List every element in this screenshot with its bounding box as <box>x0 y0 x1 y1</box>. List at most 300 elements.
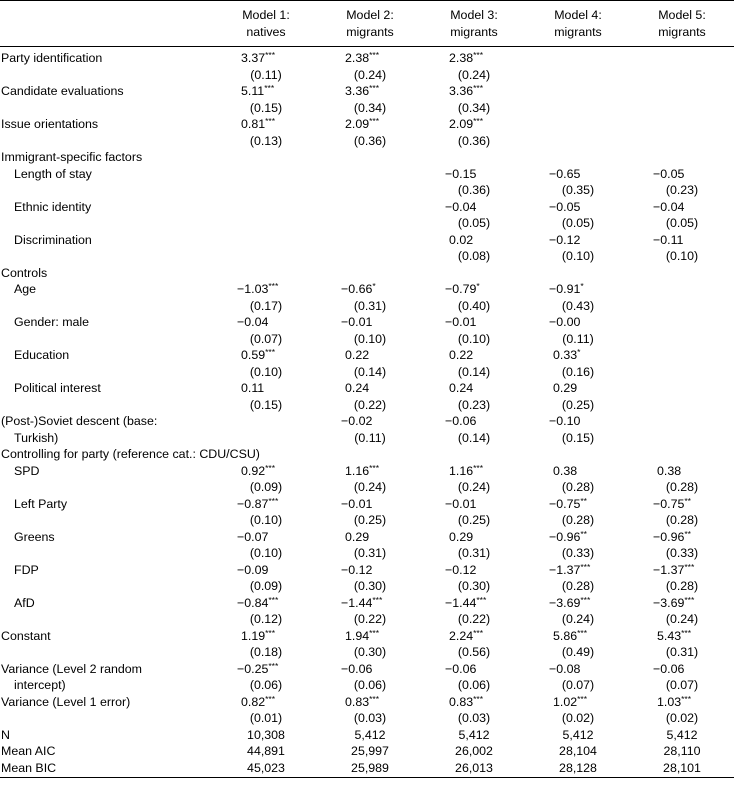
coefficient-value: −0.87 <box>237 496 269 511</box>
coefficient-cell <box>526 232 630 249</box>
standard-error-cell: (0.10) <box>561 249 595 263</box>
coefficient-cell <box>526 463 630 480</box>
standard-error-cell <box>318 248 422 265</box>
standard-error-cell: (0.28) <box>561 513 595 527</box>
coefficient-value: 2.38 <box>449 51 474 65</box>
standard-error-cell <box>214 248 318 265</box>
coefficient-cell <box>214 347 318 364</box>
coefficient-value: −0.04 <box>237 315 269 329</box>
significance-stars: *** <box>265 462 276 473</box>
coefficient-cell <box>214 83 318 100</box>
coefficient-value: 0.22 <box>449 348 474 362</box>
coefficient-cell <box>630 166 734 183</box>
table-row <box>0 347 734 364</box>
coefficient-cell <box>422 166 526 183</box>
coefficient-cell <box>214 661 318 678</box>
significance-stars: *** <box>684 594 695 605</box>
coefficient-cell <box>630 661 734 678</box>
significance-stars: *** <box>473 627 484 638</box>
coefficient-cell <box>526 380 630 397</box>
coefficient-value: −0.15 <box>445 166 477 181</box>
coefficient-cell <box>214 232 318 249</box>
coefficient-value: 1.03 <box>657 694 682 709</box>
table-row <box>0 397 734 414</box>
coefficient-value: 0.02 <box>449 232 474 247</box>
coefficient-cell <box>318 232 422 249</box>
significance-stars: *** <box>681 693 692 704</box>
standard-error-cell: (0.11) <box>354 430 386 445</box>
coefficient-value: 1.16 <box>449 463 474 478</box>
coefficient-cell <box>422 413 526 430</box>
standard-error-cell: (0.30) <box>353 645 387 659</box>
standard-error-cell <box>214 182 318 199</box>
standard-error-cell: (0.24) <box>457 480 491 494</box>
coefficient-value: −0.06 <box>653 661 685 676</box>
row-label <box>0 611 214 628</box>
header-row <box>0 1 734 47</box>
coefficient-value: 5.43 <box>657 628 682 643</box>
coefficient-cell <box>318 314 422 331</box>
row-label <box>0 397 214 414</box>
coefficient-value: −0.96 <box>549 529 581 544</box>
row-label: Variance (Level 2 random <box>1 661 142 676</box>
significance-stars: *** <box>476 594 487 605</box>
coefficient-value: 0.11 <box>241 381 265 395</box>
row-label: Education <box>14 348 70 362</box>
row-label <box>0 133 214 150</box>
coefficient-cell <box>526 166 630 183</box>
coefficient-value: 3.36 <box>345 84 370 98</box>
significance-stars: *** <box>580 561 591 572</box>
coefficient-value: 0.83 <box>345 694 370 709</box>
significance-stars: *** <box>268 495 279 506</box>
coefficient-value: 3.36 <box>449 84 474 98</box>
standard-error-cell: (0.15) <box>249 397 283 412</box>
coefficient-value: −0.01 <box>341 496 373 511</box>
significance-stars: ** <box>580 528 587 539</box>
table-row <box>0 166 734 183</box>
coefficient-cell <box>422 694 526 711</box>
row-label: Variance (Level 1 error) <box>1 694 131 709</box>
table-row <box>0 149 734 166</box>
coefficient-cell <box>526 199 630 216</box>
coefficient-cell <box>630 314 734 331</box>
row-label: Political interest <box>14 381 101 395</box>
row-label <box>0 545 214 562</box>
coefficient-value: 5.86 <box>553 628 578 643</box>
coefficient-value: 1.94 <box>345 628 370 643</box>
standard-error-cell: (0.17) <box>249 298 283 313</box>
coefficient-cell <box>318 281 422 298</box>
coefficient-value: −0.06 <box>445 661 477 676</box>
significance-stars: *** <box>268 594 279 605</box>
coefficient-cell <box>318 661 422 678</box>
standard-error-cell: (0.10) <box>249 513 283 527</box>
row-label <box>0 100 214 117</box>
standard-error-cell: 26,013 <box>422 760 526 778</box>
coefficient-cell <box>526 661 630 678</box>
table-row <box>0 595 734 612</box>
coefficient-value: −1.44 <box>341 595 373 610</box>
table-row <box>0 182 734 199</box>
standard-error-cell: (0.28) <box>561 480 595 494</box>
row-label <box>0 298 214 315</box>
row-label: SPD <box>14 463 40 478</box>
coefficient-value: −0.91 <box>549 282 581 296</box>
coefficient-value: 0.38 <box>657 463 682 478</box>
model-3-header: Model 3: migrants <box>422 1 526 47</box>
coefficient-cell <box>214 199 318 216</box>
coefficient-cell <box>630 694 734 711</box>
row-label: Turkish) <box>14 430 59 445</box>
significance-stars: ** <box>684 495 691 506</box>
significance-stars: *** <box>369 627 380 638</box>
row-label <box>0 578 214 595</box>
standard-error-cell: (0.09) <box>249 579 283 593</box>
standard-error-cell: (0.31) <box>353 298 387 313</box>
coefficient-cell <box>318 413 422 430</box>
coefficient-cell <box>318 529 422 546</box>
coefficient-cell <box>422 628 526 645</box>
standard-error-cell: (0.22) <box>457 612 491 626</box>
coefficient-value: −1.44 <box>445 595 477 610</box>
coefficient-cell <box>318 694 422 711</box>
standard-error-cell: (0.23) <box>457 397 491 412</box>
table-row <box>0 512 734 529</box>
standard-error-cell <box>526 67 630 84</box>
row-label <box>0 67 214 84</box>
standard-error-cell: (0.12) <box>249 612 283 626</box>
standard-error-cell: (0.40) <box>457 298 491 313</box>
coefficient-value: 0.29 <box>449 529 474 544</box>
row-label: intercept) <box>14 678 66 692</box>
coefficient-cell <box>214 595 318 612</box>
row-label: Candidate evaluations <box>1 84 124 98</box>
coefficient-value: 2.09 <box>345 117 370 131</box>
significance-stars: *** <box>473 116 484 126</box>
standard-error-cell: (0.14) <box>353 364 387 379</box>
row-label: (Post-)Soviet descent (base: <box>1 414 158 428</box>
standard-error-cell: 25,989 <box>318 760 422 778</box>
coefficient-cell <box>630 380 734 397</box>
row-label: AfD <box>14 595 35 610</box>
coefficient-cell <box>630 595 734 612</box>
standard-error-cell: (0.34) <box>353 100 387 115</box>
coefficient-value: −0.10 <box>549 414 581 428</box>
table-row <box>0 248 734 265</box>
table-row <box>0 760 734 778</box>
standard-error-cell: (0.24) <box>665 612 699 626</box>
coefficient-value: 0.38 <box>553 463 578 478</box>
coefficient-value: −0.79 <box>445 282 477 296</box>
coefficient-value: −0.12 <box>341 562 373 577</box>
coefficient-value: 1.16 <box>345 463 370 478</box>
standard-error-cell: (0.31) <box>457 546 491 560</box>
standard-error-cell: (0.56) <box>457 645 491 659</box>
coefficient-value: 2.09 <box>449 117 474 131</box>
standard-error-cell: (0.43) <box>561 298 595 313</box>
coefficient-cell <box>214 281 318 298</box>
coefficient-cell <box>630 199 734 216</box>
standard-error-cell: (0.36) <box>457 183 491 197</box>
standard-error-cell: (0.11) <box>250 67 282 82</box>
table-row <box>0 47 734 67</box>
coefficient-value: −0.06 <box>445 414 477 428</box>
coefficient-value: 0.81 <box>241 117 266 131</box>
coefficient-value: −0.12 <box>549 232 581 247</box>
row-label: Age <box>14 282 37 296</box>
coefficient-cell <box>214 628 318 645</box>
table-row <box>0 100 734 117</box>
coefficient-cell <box>526 347 630 364</box>
coefficient-cell <box>214 413 318 430</box>
header-label <box>0 1 214 47</box>
coefficient-cell <box>422 496 526 513</box>
standard-error-cell: 5,412 <box>354 727 386 742</box>
coefficient-value: 2.38 <box>345 51 370 65</box>
table-row <box>0 677 734 694</box>
table-row <box>0 430 734 447</box>
significance-stars: *** <box>473 83 484 93</box>
coefficient-cell <box>214 166 318 183</box>
row-label: Left Party <box>14 496 68 511</box>
coefficient-cell <box>630 562 734 579</box>
coefficient-cell <box>318 199 422 216</box>
standard-error-cell <box>630 133 734 150</box>
coefficient-cell <box>214 314 318 331</box>
row-label: Controls <box>1 265 48 280</box>
coefficient-cell <box>422 529 526 546</box>
table-row <box>0 644 734 661</box>
standard-error-cell <box>630 67 734 84</box>
coefficient-cell <box>422 199 526 216</box>
coefficient-cell <box>630 347 734 364</box>
table-row <box>0 199 734 216</box>
standard-error-cell: (0.22) <box>353 397 387 412</box>
table-body <box>0 47 734 778</box>
coefficient-value: −0.05 <box>653 166 685 181</box>
row-label: Issue orientations <box>1 117 99 131</box>
standard-error-cell: (0.24) <box>353 480 387 494</box>
coefficient-value: −0.08 <box>549 661 581 676</box>
coefficient-cell <box>526 116 630 133</box>
significance-stars: *** <box>268 281 279 291</box>
standard-error-cell: 28,128 <box>526 760 630 778</box>
standard-error-cell: 5,412 <box>666 727 698 742</box>
coefficient-cell <box>630 628 734 645</box>
significance-stars: *** <box>265 627 276 638</box>
coefficient-cell <box>214 562 318 579</box>
standard-error-cell <box>630 100 734 117</box>
standard-error-cell: (0.25) <box>353 513 387 527</box>
significance-stars: *** <box>473 50 484 60</box>
coefficient-cell <box>422 661 526 678</box>
significance-stars: *** <box>265 693 276 704</box>
significance-stars: *** <box>473 462 484 473</box>
standard-error-cell: (0.28) <box>665 579 699 593</box>
table-row <box>0 364 734 381</box>
standard-error-cell: (0.02) <box>561 711 595 725</box>
table-row <box>0 479 734 496</box>
coefficient-value: 0.24 <box>449 381 474 395</box>
standard-error-cell: (0.24) <box>457 67 491 82</box>
standard-error-cell: (0.06) <box>457 678 491 692</box>
table-row <box>0 314 734 331</box>
standard-error-cell <box>630 364 734 381</box>
row-label: Mean BIC <box>0 760 214 778</box>
row-label: Immigrant-specific factors <box>1 150 143 164</box>
table-row <box>0 545 734 562</box>
row-label <box>0 710 214 727</box>
standard-error-cell: (0.36) <box>353 133 387 148</box>
row-label <box>0 479 214 496</box>
significance-stars: * <box>577 347 581 357</box>
standard-error-cell: (0.14) <box>457 430 491 445</box>
standard-error-cell: (0.31) <box>665 645 699 659</box>
standard-error-cell: (0.10) <box>457 331 491 346</box>
coefficient-cell <box>630 529 734 546</box>
coefficient-value: −0.01 <box>445 315 477 329</box>
coefficient-cell <box>630 463 734 480</box>
standard-error-cell: (0.31) <box>353 546 387 560</box>
standard-error-cell: (0.09) <box>249 480 283 494</box>
standard-error-cell: (0.23) <box>665 183 699 197</box>
standard-error-cell: (0.07) <box>665 678 699 692</box>
coefficient-value: −0.96 <box>653 529 685 544</box>
coefficient-cell <box>526 47 630 67</box>
significance-stars: *** <box>265 50 276 60</box>
significance-stars: *** <box>369 83 380 93</box>
table-row <box>0 67 734 84</box>
coefficient-value: −0.75 <box>549 496 581 511</box>
coefficient-cell <box>630 232 734 249</box>
standard-error-cell: (0.25) <box>561 397 595 412</box>
standard-error-cell: (0.03) <box>353 711 387 725</box>
table-row <box>0 116 734 133</box>
coefficient-cell <box>526 595 630 612</box>
coefficient-cell <box>526 413 630 430</box>
significance-stars: *** <box>265 116 276 126</box>
coefficient-value: −0.11 <box>653 232 684 247</box>
coefficient-cell <box>422 463 526 480</box>
significance-stars: *** <box>369 693 380 704</box>
coefficient-value: −0.66 <box>341 282 373 296</box>
row-label: Party identification <box>1 51 103 65</box>
coefficient-cell <box>630 413 734 430</box>
table-row <box>0 446 734 463</box>
coefficient-value: −0.01 <box>341 315 373 329</box>
standard-error-cell: (0.36) <box>457 133 491 148</box>
standard-error-cell: 28,101 <box>630 760 734 778</box>
standard-error-cell: (0.05) <box>561 216 595 230</box>
coefficient-cell <box>214 496 318 513</box>
coefficient-value: −1.37 <box>549 562 581 577</box>
coefficient-value: 0.33 <box>553 348 578 362</box>
standard-error-cell: (0.24) <box>561 612 595 626</box>
standard-error-cell: (0.01) <box>249 711 283 725</box>
standard-error-cell: (0.13) <box>249 133 283 148</box>
standard-error-cell: (0.11) <box>562 331 594 346</box>
row-label: FDP <box>14 562 39 577</box>
standard-error-cell: (0.28) <box>665 513 699 527</box>
coefficient-cell <box>526 529 630 546</box>
standard-error-cell: (0.14) <box>457 364 491 379</box>
row-label <box>0 364 214 381</box>
standard-error-cell: 28,104 <box>559 744 597 758</box>
coefficient-cell <box>318 595 422 612</box>
standard-error-cell: (0.02) <box>665 711 699 725</box>
coefficient-value: 1.02 <box>553 694 578 709</box>
table-row <box>0 661 734 678</box>
coefficient-cell <box>214 380 318 397</box>
coefficient-value: −0.65 <box>549 166 581 181</box>
table-row <box>0 710 734 727</box>
coefficient-cell <box>214 116 318 133</box>
coefficient-value: 0.83 <box>449 694 474 709</box>
table-row <box>0 463 734 480</box>
coefficient-cell <box>630 116 734 133</box>
coefficient-cell <box>214 47 318 67</box>
standard-error-cell: (0.10) <box>249 546 283 560</box>
coefficient-value: −0.01 <box>445 496 477 511</box>
coefficient-value: −0.04 <box>445 199 477 214</box>
standard-error-cell: 10,308 <box>247 727 285 742</box>
coefficient-cell <box>318 496 422 513</box>
table-row <box>0 727 734 744</box>
table-row <box>0 694 734 711</box>
model-2-header: Model 2: migrants <box>318 1 422 47</box>
row-label: Greens <box>14 529 55 544</box>
standard-error-cell: 5,412 <box>562 727 594 742</box>
row-label: Constant <box>1 628 51 643</box>
significance-stars: *** <box>577 693 588 704</box>
coefficient-cell <box>422 232 526 249</box>
row-label <box>0 215 214 232</box>
row-label: Mean AIC <box>1 744 56 758</box>
coefficient-value: −0.09 <box>237 562 269 577</box>
coefficient-value: −0.25 <box>237 661 269 676</box>
table-row <box>0 611 734 628</box>
standard-error-cell <box>630 331 734 348</box>
coefficient-cell <box>214 463 318 480</box>
table-row <box>0 529 734 546</box>
significance-stars: * <box>476 281 480 291</box>
significance-stars: *** <box>580 594 591 605</box>
coefficient-cell <box>422 47 526 67</box>
standard-error-cell: 26,002 <box>455 744 493 758</box>
coefficient-cell <box>214 694 318 711</box>
standard-error-cell: (0.33) <box>665 546 699 560</box>
model-4-header: Model 4: migrants <box>526 1 630 47</box>
coefficient-value: 0.82 <box>241 694 266 709</box>
table-row <box>0 83 734 100</box>
standard-error-cell: (0.18) <box>249 645 283 659</box>
table-row <box>0 133 734 150</box>
standard-error-cell: (0.15) <box>249 100 283 115</box>
significance-stars: ** <box>684 528 691 539</box>
table-row <box>0 562 734 579</box>
significance-stars: ** <box>580 495 587 506</box>
coefficient-value: −0.07 <box>237 529 269 544</box>
coefficient-value: −0.75 <box>653 496 685 511</box>
row-label <box>0 512 214 529</box>
row-label: N <box>1 727 10 742</box>
standard-error-cell: (0.10) <box>353 331 387 346</box>
significance-stars: *** <box>372 594 383 605</box>
standard-error-cell: (0.10) <box>665 249 699 263</box>
standard-error-cell: (0.35) <box>561 183 595 197</box>
coefficient-cell <box>422 380 526 397</box>
